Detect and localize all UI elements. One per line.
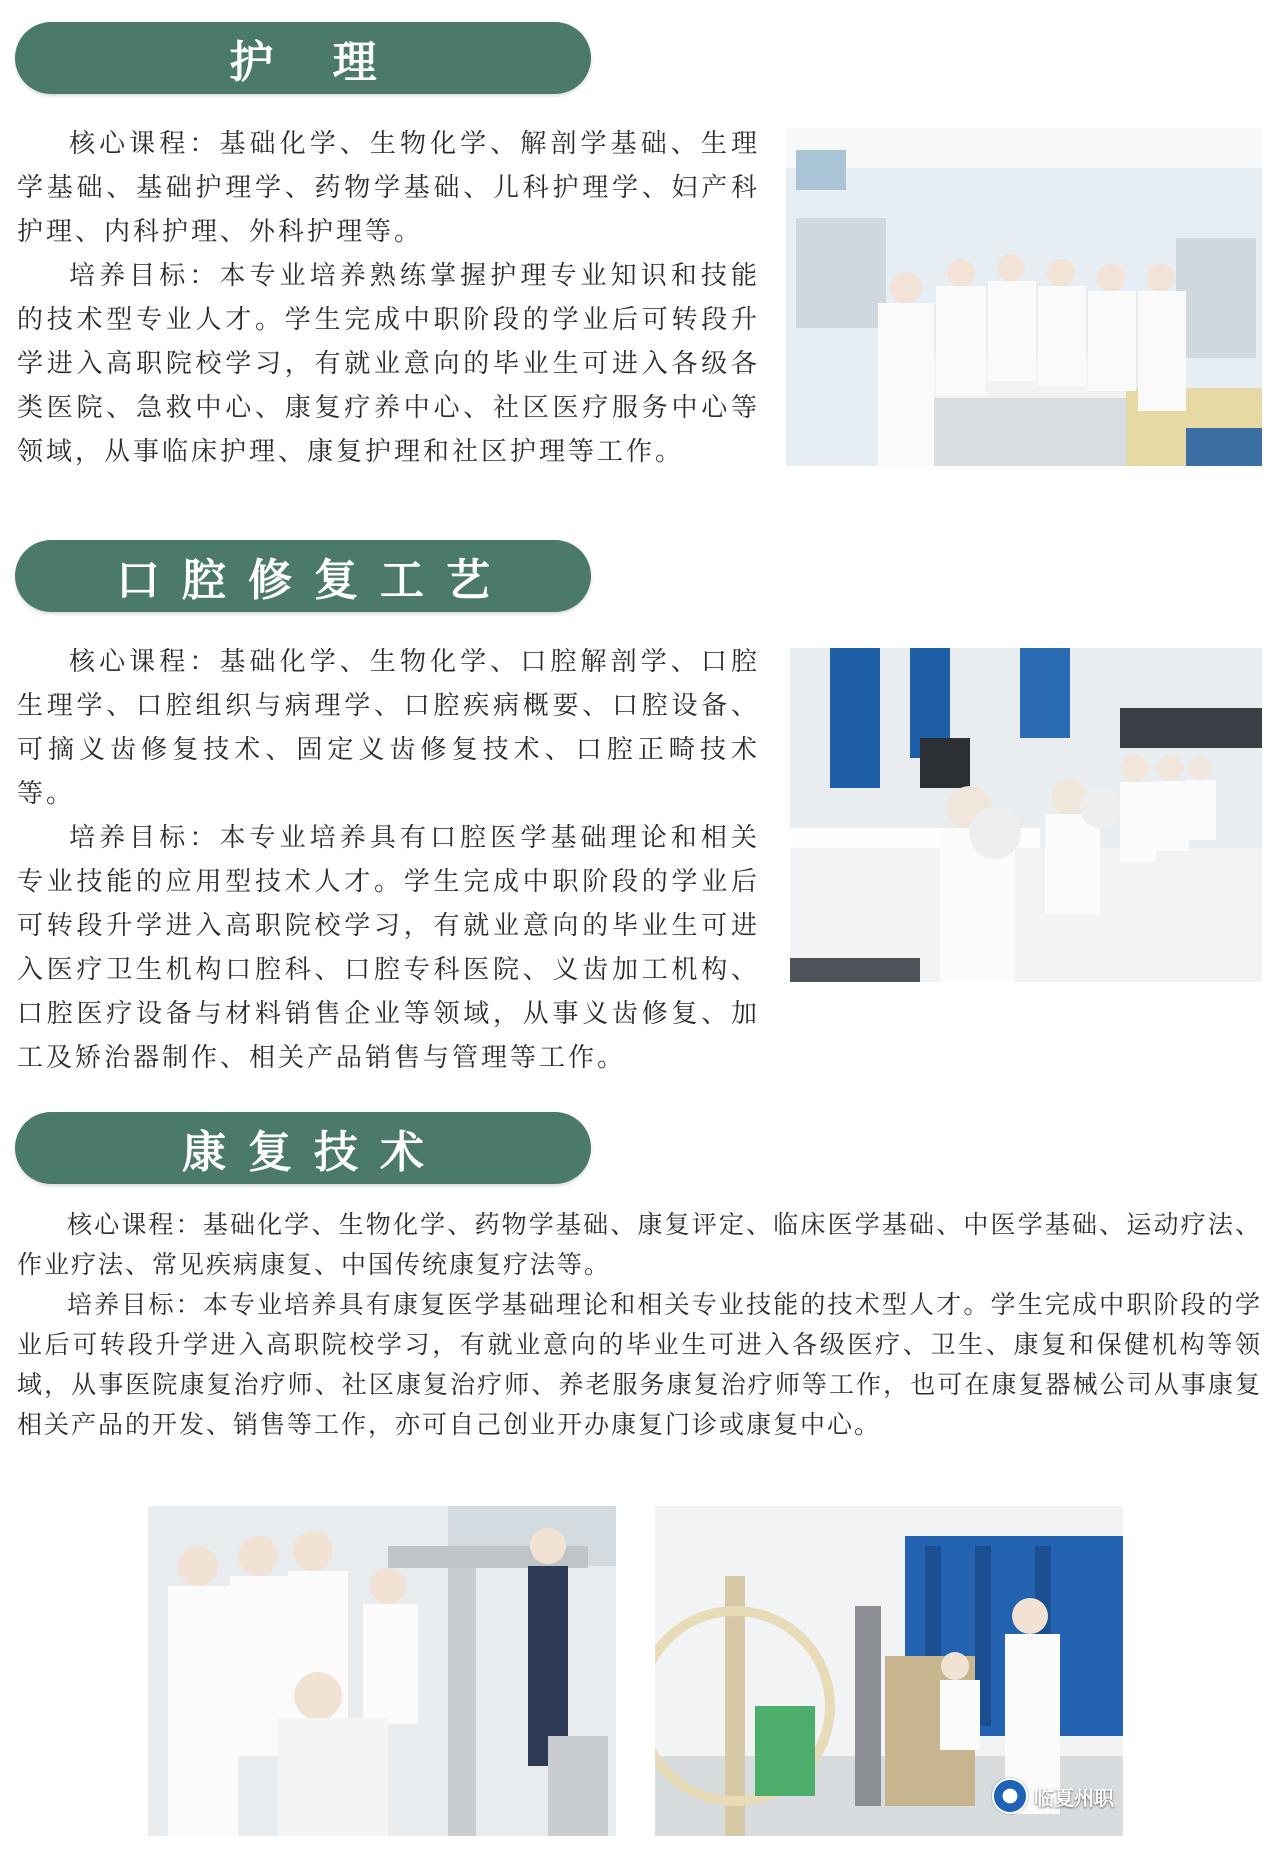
rehab-text — [17, 1205, 1262, 1445]
nursing-text — [17, 122, 760, 474]
section-title-rehab: 康复技术 — [182, 1127, 446, 1178]
rehab-courses: 核心课程：基础化学、生物化学、药物学基础、康复评定、临床医学基础、中医学基础、运动疗法、作业疗法、常见疾病康复、中国传统康复疗法等。 — [17, 1210, 1262, 1279]
section-title-nursing: 护 理 — [229, 37, 399, 88]
section-title-dental: 口腔修复工艺 — [116, 555, 512, 606]
watermark — [992, 1776, 1114, 1816]
nursing-courses: 核心课程：基础化学、生物化学、解剖学基础、生理学基础、基础护理学、药物学基础、儿科护理学、妇产科护理、内科护理、外科护理等。 — [17, 129, 760, 247]
dental-text — [17, 640, 760, 1080]
dental-training-photo — [790, 648, 1262, 982]
dental-courses: 核心课程：基础化学、生物化学、口腔解剖学、口腔生理学、口腔组织与病理学、口腔疾病概要、口腔设备、可摘义齿修复技术、固定义齿修复技术、口腔正畸技术等。 — [17, 647, 760, 809]
section-header-rehab — [15, 1112, 591, 1184]
nursing-goals: 培养目标：本专业培养熟练掌握护理专业知识和技能的技术型专业人才。学生完成中职阶段的学业后可转段升学进入高职院校学习，有就业意向的毕业生可进入各级各类医院、急救中心、康复疗养中心、社区医疗服务中心等领域，从事临床护理、康复护理和社区护理等工作。 — [17, 261, 760, 467]
nursing-training-photo — [786, 128, 1262, 466]
section-header-nursing — [15, 22, 591, 94]
rehab-goals: 培养目标：本专业培养具有康复医学基础理论和相关专业技能的技术型人才。学生完成中职阶段的学业后可转段升学进入高职院校学习，有就业意向的毕业生可进入各级医疗、卫生、康复和保健机构等领域，从事医院康复治疗师、社区康复治疗师、养老服务康复治疗师等工作，也可在康复器械公司从事康复相关产品的开发、销售等工作，亦可自己创业开办康复门诊或康复中心。 — [17, 1290, 1262, 1439]
section-header-dental — [15, 540, 591, 612]
watermark-text: 临夏州职 — [1034, 1785, 1114, 1810]
rehab-training-photo-left — [148, 1506, 616, 1836]
dental-goals: 培养目标：本专业培养具有口腔医学基础理论和相关专业技能的应用型技术人才。学生完成中职阶段的学业后可转段升学进入高职院校学习，有就业意向的毕业生可进入医疗卫生机构口腔科、口腔专科医院、义齿加工机构、口腔医疗设备与材料销售企业等领域，从事义齿修复、加工及矫治器制作、相关产品销售与管理等工作。 — [17, 823, 760, 1073]
school-logo-icon — [992, 1778, 1028, 1814]
